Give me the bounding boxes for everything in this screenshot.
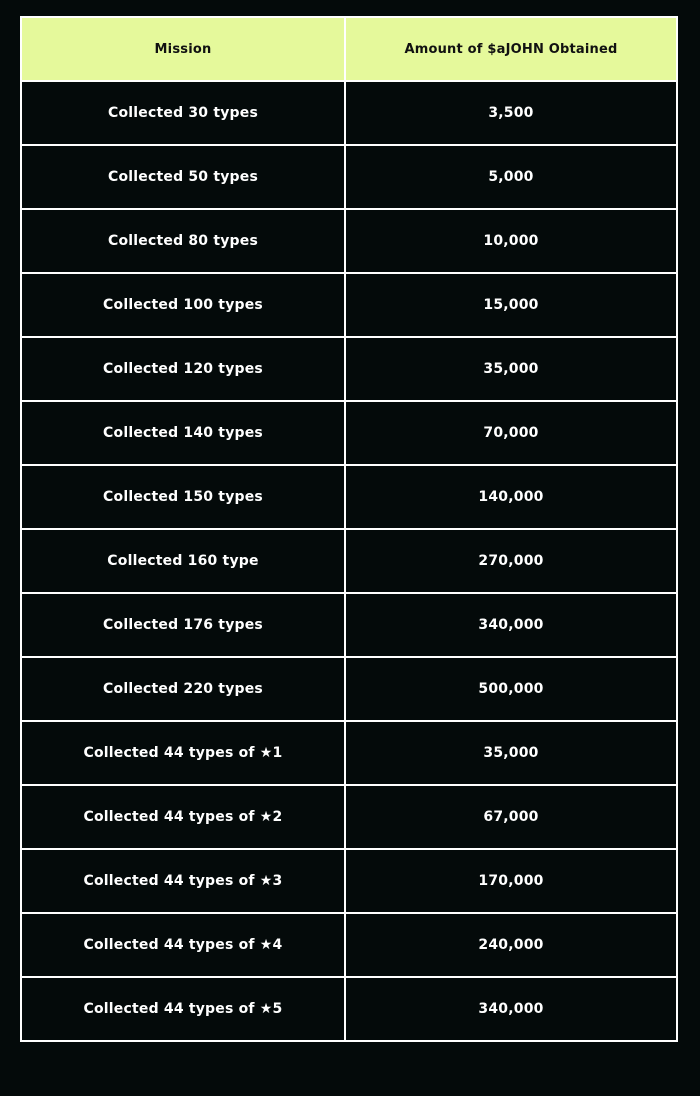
table-body	[21, 81, 677, 1041]
mission-cell: Collected 44 types of ★1	[21, 721, 345, 785]
header-amount: Amount of $aJOHN Obtained	[345, 17, 677, 81]
table-row	[21, 209, 677, 273]
amount-cell: 67,000	[345, 785, 677, 849]
amount-cell: 10,000	[345, 209, 677, 273]
table-row	[21, 977, 677, 1041]
amount-cell: 340,000	[345, 593, 677, 657]
table-row	[21, 657, 677, 721]
amount-cell: 500,000	[345, 657, 677, 721]
table-row	[21, 337, 677, 401]
table-row	[21, 465, 677, 529]
mission-cell: Collected 160 type	[21, 529, 345, 593]
amount-cell: 270,000	[345, 529, 677, 593]
header-mission: Mission	[21, 17, 345, 81]
table-row	[21, 849, 677, 913]
mission-cell: Collected 44 types of ★2	[21, 785, 345, 849]
amount-cell: 170,000	[345, 849, 677, 913]
mission-cell: Collected 44 types of ★4	[21, 913, 345, 977]
header-row	[21, 17, 677, 81]
mission-cell: Collected 80 types	[21, 209, 345, 273]
table-row	[21, 401, 677, 465]
amount-cell: 340,000	[345, 977, 677, 1041]
amount-cell: 70,000	[345, 401, 677, 465]
mission-rewards-table	[20, 16, 678, 1042]
rewards-table-container	[20, 16, 676, 1042]
mission-cell: Collected 150 types	[21, 465, 345, 529]
table-row	[21, 785, 677, 849]
amount-cell: 15,000	[345, 273, 677, 337]
table-row	[21, 721, 677, 785]
table-row	[21, 81, 677, 145]
table-row	[21, 529, 677, 593]
amount-cell: 35,000	[345, 721, 677, 785]
mission-cell: Collected 176 types	[21, 593, 345, 657]
table-row	[21, 145, 677, 209]
amount-cell: 3,500	[345, 81, 677, 145]
mission-cell: Collected 140 types	[21, 401, 345, 465]
mission-cell: Collected 44 types of ★5	[21, 977, 345, 1041]
mission-cell: Collected 30 types	[21, 81, 345, 145]
amount-cell: 5,000	[345, 145, 677, 209]
mission-cell: Collected 50 types	[21, 145, 345, 209]
mission-cell: Collected 44 types of ★3	[21, 849, 345, 913]
amount-cell: 240,000	[345, 913, 677, 977]
table-row	[21, 273, 677, 337]
table-header	[21, 17, 677, 81]
table-row	[21, 593, 677, 657]
mission-cell: Collected 220 types	[21, 657, 345, 721]
amount-cell: 140,000	[345, 465, 677, 529]
mission-cell: Collected 100 types	[21, 273, 345, 337]
mission-cell: Collected 120 types	[21, 337, 345, 401]
table-row	[21, 913, 677, 977]
amount-cell: 35,000	[345, 337, 677, 401]
